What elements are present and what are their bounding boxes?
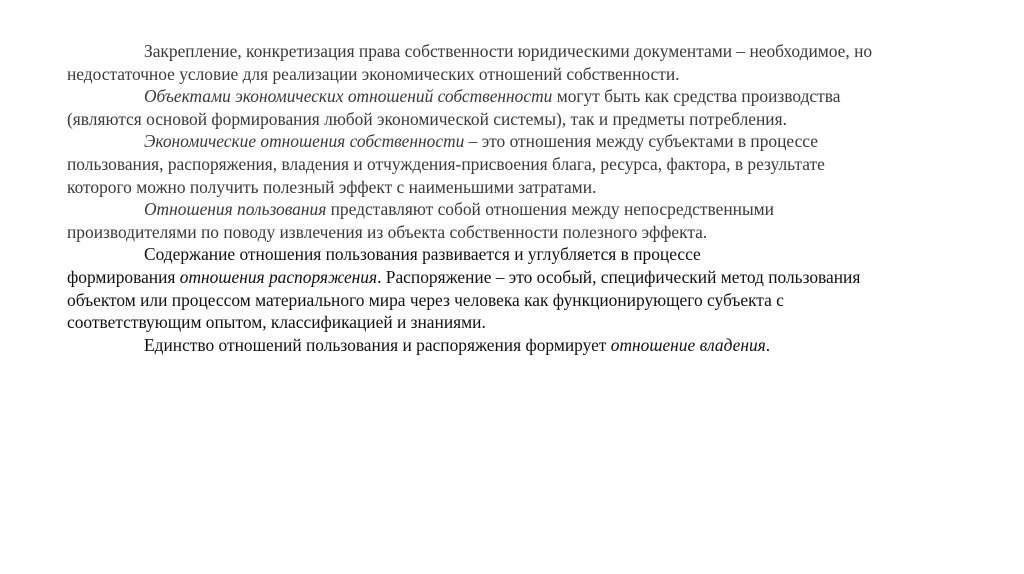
- paragraph-3: [67, 130, 967, 198]
- text-run: которого можно получить полезный эффект с наименьшими затратами.: [67, 176, 597, 197]
- text-block: [67, 40, 967, 356]
- text-run: Содержание отношения пользования развивается и углубляется в процессе: [144, 244, 701, 265]
- text-run: Единство отношений пользования и распоряжения формирует: [144, 334, 611, 355]
- term-emphasis: отношение владения: [610, 334, 766, 355]
- text-run: представляют собой отношения между непосредственными: [326, 199, 774, 220]
- text-run: Закрепление, конкретизация права собственности юридическими документами – необходимое, но: [144, 41, 873, 61]
- text-line: [0, 311, 967, 334]
- paragraph-1: [67, 40, 967, 85]
- term-emphasis: Объектами экономических отношений собственности: [144, 86, 553, 107]
- text-line: [0, 176, 967, 199]
- paragraph-4: [67, 198, 967, 243]
- term-emphasis: Отношения пользования: [144, 199, 327, 220]
- text-run: производителями по поводу извлечения из объекта собственности полезного эффекта.: [67, 221, 708, 242]
- text-line: [67, 334, 967, 357]
- text-run: .: [765, 334, 771, 355]
- text-line: [0, 63, 967, 86]
- text-line: [0, 153, 967, 176]
- text-line: [67, 198, 967, 221]
- text-run: недостаточное условие для реализации экономических отношений собственности.: [67, 63, 680, 84]
- text-line: [0, 108, 967, 131]
- paragraph-2: [67, 85, 967, 130]
- term-emphasis: Экономические отношения собственности: [144, 131, 465, 152]
- text-run: пользования, распоряжения, владения и отчуждения-присвоения блага, ресурса, фактора, в результате: [67, 153, 825, 174]
- text-line: [67, 85, 967, 108]
- text-line: [67, 243, 967, 266]
- paragraph-6: [67, 334, 967, 357]
- text-run: (являются основой формирования любой экономической системы), так и предметы потребления.: [67, 108, 787, 129]
- text-line: [67, 40, 967, 63]
- text-line: [0, 221, 967, 244]
- text-run: объектом или процессом материального мира через человека как функционирующего субъекта с: [67, 289, 784, 310]
- text-line: [0, 289, 967, 312]
- text-run: формирования: [67, 266, 180, 287]
- text-run: . Распоряжение – это особый, специфический метод пользования: [377, 266, 861, 287]
- text-line: [67, 130, 967, 153]
- text-line: [0, 266, 967, 289]
- text-run: могут быть как средства производства: [552, 86, 841, 107]
- text-run: соответствующим опытом, классификацией и знаниями.: [67, 312, 486, 333]
- term-emphasis: отношения распоряжения: [179, 266, 378, 287]
- paragraph-5: [67, 243, 967, 333]
- text-run: – это отношения между субъектами в процессе: [464, 131, 818, 152]
